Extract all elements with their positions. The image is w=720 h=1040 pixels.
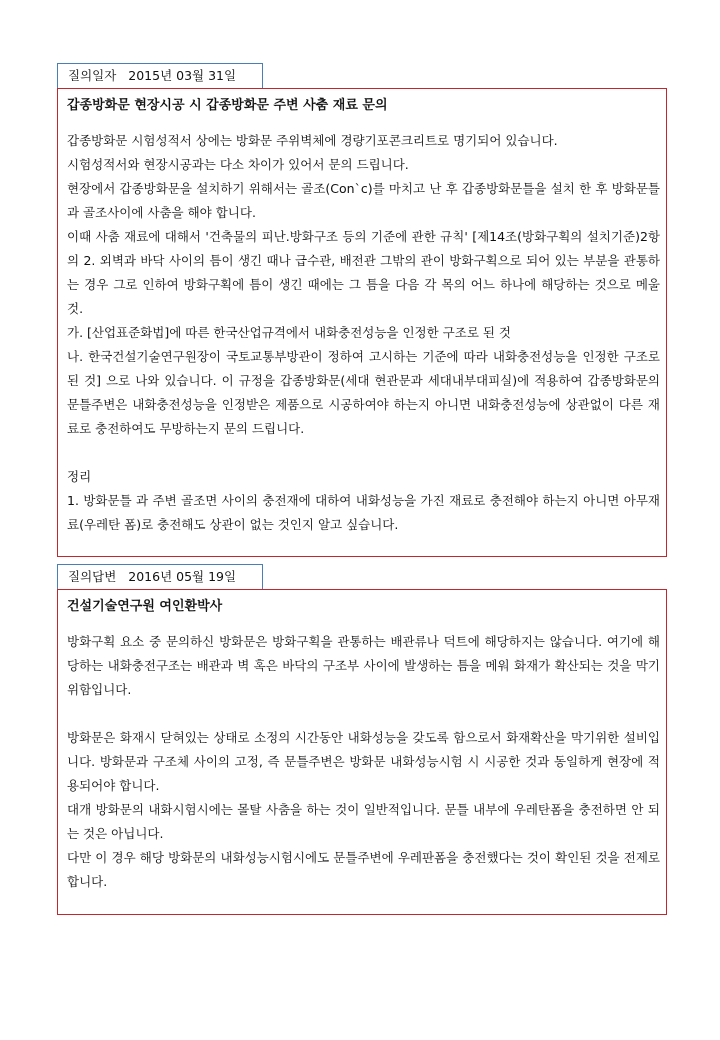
question-paragraph: 갑종방화문 시험성적서 상에는 방화문 주위벽체에 경량기포콘크리트로 명기되어 있습니다. xyxy=(67,133,558,148)
answer-date-tab xyxy=(57,564,263,590)
question-paragraph: 현장에서 갑종방화문을 설치하기 위해서는 골조(Con`c)를 마치고 난 후 갑종방화문틀을 설치 한 후 방화문틀과 골조사이에 사춤을 해야 합니다. xyxy=(67,181,660,220)
answer-paragraph: 방화구획 요소 중 문의하신 방화문은 방화구획을 관통하는 배관류나 덕트에 해당하지는 않습니다. 여기에 해당하는 내화충전구조는 배관과 벽 혹은 바닥의 구조부 사이에 발생하는 틈을 메워 화재가 확산되는 것을 막기 위함입니다. xyxy=(67,634,660,697)
answer-paragraph: 대개 방화문의 내화시험시에는 몰탈 사춤을 하는 것이 일반적입니다. 문틀 내부에 우레탄폼을 충전하면 안 되는 것은 아닙니다. xyxy=(67,802,660,841)
question-date-value: 2015년 03월 31일 xyxy=(128,68,237,83)
answer-date-value: 2016년 05월 19일 xyxy=(128,569,237,584)
question-paragraph: 시험성적서와 현장시공과는 다소 차이가 있어서 문의 드립니다. xyxy=(67,157,409,172)
question-date-tab xyxy=(57,63,263,89)
question-box xyxy=(57,88,667,557)
question-paragraph: 이때 사춤 재료에 대해서 '건축물의 피난.방화구조 등의 기준에 관한 규칙' [제14조(방화구획의 설치기준)2항의 2. 외벽과 바닥 사이의 틈이 생긴 때나 급수관, 배전관 그밖의 관이 방화구획으로 되어 있는 부분을 관통하는 경우 그로 인하여 방화구획에 틈이 생긴 때에는 그 틈을 다음 각 목의 어느 하나에 해당하는 것으로 메울 것. xyxy=(67,229,660,316)
answer-paragraph: 다만 이 경우 해당 방화문의 내화성능시험시에도 문틀주변에 우레판폼을 충전했다는 것이 확인된 것을 전제로 합니다. xyxy=(67,850,660,889)
answer-date-label: 질의답변 xyxy=(68,569,117,584)
answer-paragraph: 방화문은 화재시 닫혀있는 상태로 소정의 시간동안 내화성능을 갖도록 함으로서 화재확산을 막기위한 설비입니다. 방화문과 구조체 사이의 고정, 즉 문틀주변은 방화문 내화성능시험 시 시공한 것과 동일하게 현장에 적용되어야 합니다. xyxy=(67,730,660,793)
question-paragraph: 나. 한국건설기술연구원장이 국토교통부방관이 정하여 고시하는 기준에 따라 내화충전성능을 인정한 구조로 된 것] 으로 나와 있습니다. 이 규정을 갑종방화문(세대 현관문과 세대내부대피실)에 적용하여 갑종방화문의 문틀주변은 내화충전성능을 인정받은 제품으로 시공하여야 하는지 아니면 내화충전성능에 상관없이 다른 재료로 충전하여도 무방하는지 문의 드립니다. xyxy=(67,349,660,436)
answer-title: 건설기술연구원 여인환박사 xyxy=(67,599,223,614)
summary-text: 1. 방화문틀 과 주변 골조면 사이의 충전재에 대하여 내화성능을 가진 재료로 충전해야 하는지 아니면 아무재료(우레탄 폼)로 충전해도 상관이 없는 것인지 알고 싶습니다. xyxy=(67,493,660,532)
answer-box xyxy=(57,589,667,915)
summary-heading: 정리 xyxy=(67,469,92,484)
question-title: 갑종방화문 현장시공 시 갑종방화문 주변 사춤 재료 문의 xyxy=(67,98,388,113)
question-paragraph: 가. [산업표준화법]에 따른 한국산업규격에서 내화충전성능을 인정한 구조로 된 것 xyxy=(67,325,511,340)
question-date-label: 질의일자 xyxy=(68,68,117,83)
